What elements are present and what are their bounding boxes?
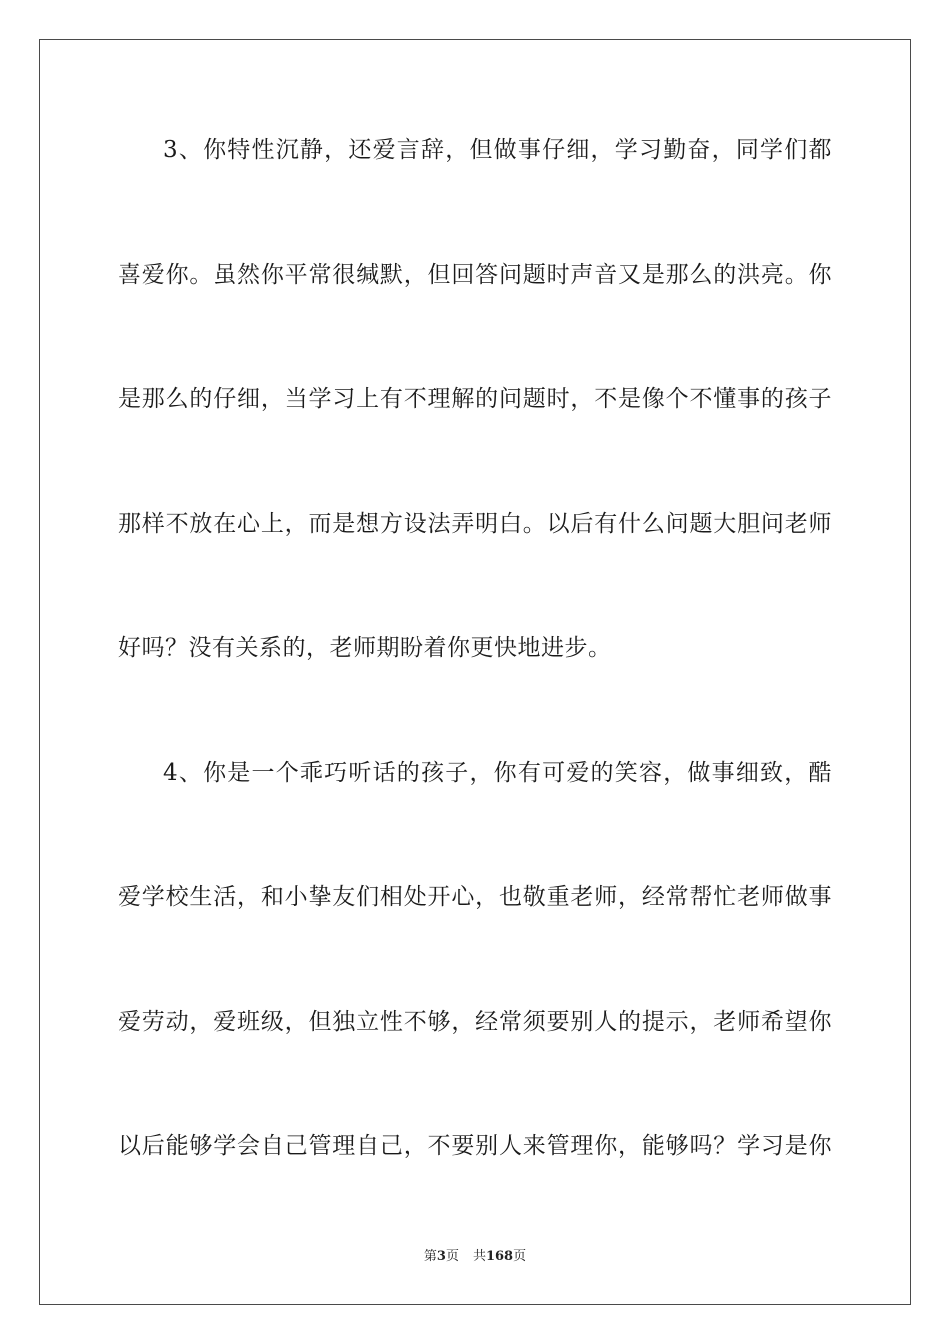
paragraph-2-line-4: 以后能够学会自己管理自己，不要别人来管理你，能够吗？学习是你 (118, 1133, 832, 1159)
paragraph-1-line-4: 那样不放在心上，而是想方设法弄明白。以后有什么问题大胆问老师 (118, 511, 832, 537)
paragraph-1-line-2: 喜爱你。虽然你平常很缄默，但回答问题时声音又是那么的洪亮。你 (118, 262, 832, 288)
page-footer (0, 1248, 950, 1266)
paragraph-2-line-1: 4、你是一个乖巧听话的孩子，你有可爱的笑容，做事细致，酷 (163, 760, 832, 786)
footer-total-suffix: 页 (513, 1249, 527, 1264)
paragraph-2-line-2: 爱学校生活，和小挚友们相处开心，也敬重老师，经常帮忙老师做事 (118, 884, 832, 910)
footer-page-suffix: 页 (445, 1249, 459, 1264)
footer-total-prefix: 共 (472, 1249, 486, 1264)
paragraph-1-line-3: 是那么的仔细，当学习上有不理解的问题时，不是像个不懂事的孩子 (118, 386, 832, 412)
page-frame (39, 39, 911, 1305)
total-page-count: 168 (485, 1249, 514, 1264)
paragraph-1-line-5: 好吗？没有关系的，老师期盼着你更快地进步。 (118, 635, 612, 661)
paragraph-2-line-3: 爱劳动，爱班级，但独立性不够，经常须要别人的提示，老师希望你 (118, 1009, 832, 1035)
footer-prefix: 第 (423, 1249, 437, 1264)
paragraph-1-line-1: 3、你特性沉静，还爱言辞，但做事仔细，学习勤奋，同学们都 (163, 137, 832, 163)
current-page-number: 3 (436, 1249, 446, 1264)
